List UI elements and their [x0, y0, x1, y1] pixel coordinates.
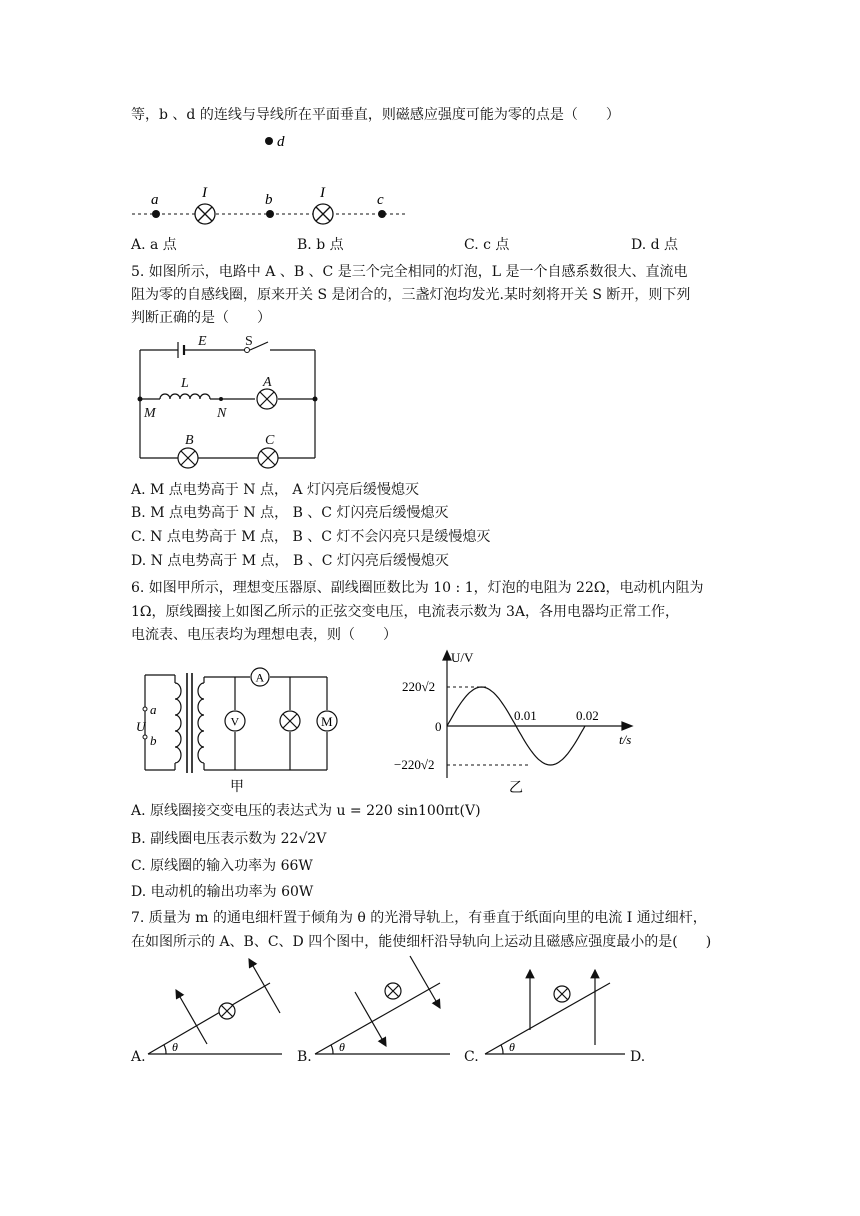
q5-option-c[interactable]: C. N 点电势高于 M 点， B 、C 灯不会闪亮只是缓慢熄灭: [131, 529, 491, 545]
lamp-b-icon: [178, 448, 198, 468]
q6-line-2: 1Ω，原线圈接上如图乙所示的正弦交变电压，电流表示数为 3A，各用电器均正常工作，: [131, 604, 679, 620]
svg-text:M: M: [321, 714, 333, 729]
q5-line-2: 阻为零的自感线圈，原来开关 S 是闭合的，三盏灯泡均发光.某时刻将开关 S 断开，则下列: [131, 287, 691, 303]
svg-text:C: C: [265, 433, 275, 448]
q4-option-d[interactable]: D. d 点: [631, 237, 679, 253]
q4-option-b[interactable]: B. b 点: [297, 237, 344, 253]
svg-text:θ: θ: [172, 1040, 178, 1054]
svg-text:N: N: [217, 406, 227, 421]
svg-text:B: B: [185, 433, 194, 448]
q5-option-b[interactable]: B. M 点电势高于 N 点， B 、C 灯闪亮后缓慢熄灭: [131, 505, 449, 521]
svg-text:E: E: [198, 334, 207, 349]
q7-figures: [130, 950, 670, 1070]
svg-text:M: M: [144, 406, 156, 421]
q4-stem: 等，b 、d 的连线与导线所在平面垂直，则磁感应强度可能为零的点是（ ）: [131, 107, 620, 123]
tick-t2: 0.02: [576, 708, 599, 723]
point-a: [152, 210, 160, 218]
q4-option-c[interactable]: C. c 点: [464, 237, 510, 253]
axis-ylabel: U/V: [451, 650, 474, 665]
q6-voltage-graph: [390, 648, 650, 798]
q5-circuit: [130, 330, 330, 470]
point-d: [265, 137, 273, 145]
q7-option-b[interactable]: B.: [297, 1049, 312, 1065]
lamp-a-icon: [257, 389, 277, 409]
q5-option-d[interactable]: D. N 点电势高于 M 点， B 、C 灯闪亮后缓慢熄灭: [131, 553, 449, 569]
q7-option-c[interactable]: C.: [464, 1049, 479, 1065]
q7-line-2: 在如图所示的 A、B、C、D 四个图中，能使细杆沿导轨向上运动且磁感应强度最小的是( ): [131, 934, 712, 950]
label-c: c: [377, 192, 384, 208]
wire-2-icon: [313, 204, 333, 224]
label-a: a: [151, 192, 159, 208]
q6-option-a[interactable]: A. 原线圈接交变电压的表达式为 u = 220 sin100πt(V): [131, 803, 481, 819]
label-b: b: [265, 192, 273, 208]
voltmeter-icon: [225, 711, 245, 731]
tick-zero: 0: [435, 719, 442, 734]
svg-text:L: L: [181, 376, 189, 391]
svg-text:θ: θ: [509, 1040, 515, 1054]
q7-option-d[interactable]: D.: [630, 1049, 646, 1065]
lamp-icon: [280, 711, 300, 731]
label-I-2: I: [320, 185, 325, 201]
q4-option-a[interactable]: A. a 点: [131, 237, 177, 253]
tick-t1: 0.01: [514, 708, 537, 723]
q5-option-a[interactable]: A. M 点电势高于 N 点， A 灯闪亮后缓慢熄灭: [131, 482, 419, 498]
q6-line-3: 电流表、电压表均为理想电表，则（ ）: [131, 627, 397, 643]
lamp-c-icon: [258, 448, 278, 468]
label-I-1: I: [202, 185, 207, 201]
wire-1-icon: [195, 204, 215, 224]
caption-jia: 甲: [230, 780, 244, 795]
q5-line-3: 判断正确的是（ ）: [131, 310, 271, 326]
svg-text:θ: θ: [339, 1040, 345, 1054]
q6-transformer-figure: [130, 665, 340, 795]
q6-option-d[interactable]: D. 电动机的输出功率为 60W: [131, 884, 314, 900]
point-c: [378, 210, 386, 218]
point-b: [266, 210, 274, 218]
svg-text:A: A: [255, 670, 265, 685]
label-d: d: [277, 134, 285, 150]
tick-ymax: 220√2: [402, 679, 436, 694]
q6-option-b[interactable]: B. 副线圈电压表示数为 22√2V: [131, 831, 327, 847]
q5-line-1: 5. 如图所示，电路中 A 、B 、C 是三个完全相同的灯泡，L 是一个自感系数很大、直流电: [131, 264, 688, 280]
current-into-page-icon-c: [554, 986, 570, 1002]
svg-text:A: A: [263, 375, 272, 390]
q6-line-1: 6. 如图甲所示，理想变压器原、副线圈匝数比为 10 : 1，灯泡的电阻为 22Ω，电动机内阻为: [131, 580, 704, 596]
caption-yi: 乙: [509, 781, 523, 796]
svg-text:V: V: [230, 714, 240, 729]
motor-icon: [317, 711, 337, 731]
current-into-page-icon-a: [219, 1003, 235, 1019]
tick-ymin: −220√2: [394, 757, 435, 772]
q6-option-c[interactable]: C. 原线圈的输入功率为 66W: [131, 858, 313, 874]
ammeter-icon: [251, 668, 269, 686]
q7-option-a[interactable]: A.: [131, 1049, 146, 1065]
q7-line-1: 7. 质量为 m 的通电细杆置于倾角为 θ 的光滑导轨上，有垂直于纸面向里的电流 I 通过细杆，: [131, 910, 707, 926]
current-into-page-icon-b: [385, 983, 401, 999]
svg-text:b: b: [150, 733, 157, 748]
q4-figure: [130, 125, 430, 235]
svg-text:S: S: [245, 334, 253, 349]
axis-xlabel: t/s: [619, 732, 632, 747]
svg-text:U: U: [136, 719, 146, 734]
svg-text:a: a: [150, 702, 157, 717]
